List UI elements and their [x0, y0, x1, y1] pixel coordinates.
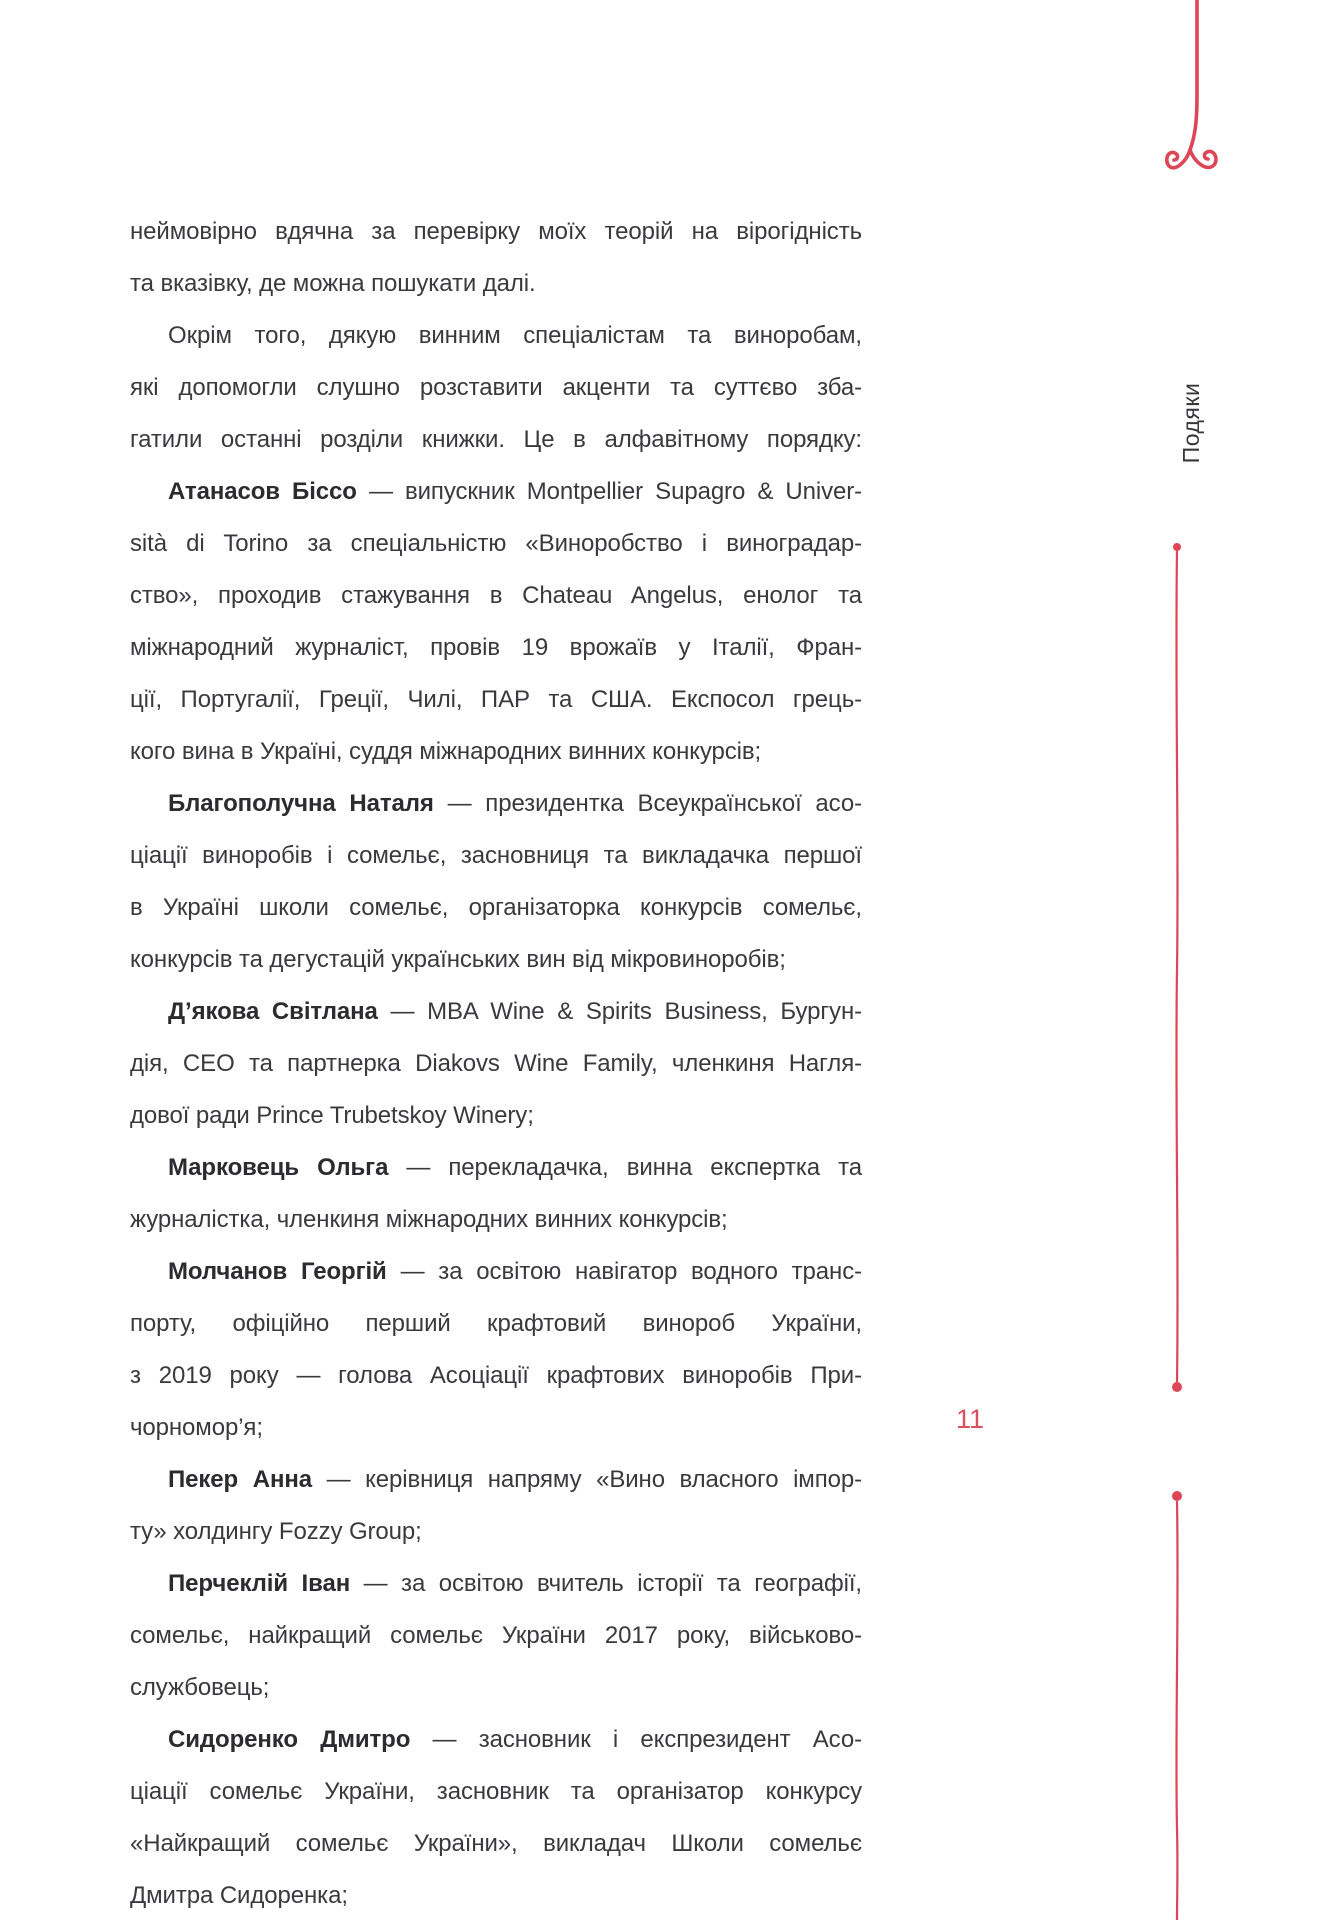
entry-name-bold: Перчеклій Іван: [168, 1570, 351, 1597]
page-number: 11: [955, 1404, 985, 1434]
text-segment: — за освітою навігатор водного транс-: [386, 1258, 862, 1285]
text-segment: ції, Португалії, Греції, Чилі, ПАР та США. Експосол грець-: [130, 686, 862, 713]
text-line: [130, 1402, 862, 1454]
text-segment: — за освітою вчитель історії та географії,: [350, 1570, 862, 1597]
text-segment: ціації виноробів і сомельє, засновниця та викладачка першої: [130, 842, 862, 869]
entry-name-bold: Марковець Ольга: [168, 1154, 389, 1181]
text-line: [130, 726, 862, 778]
text-segment: — випускник Montpellier Supagro & Univer-: [356, 478, 862, 505]
entry-name-bold: Атанасов Біссо: [168, 478, 357, 505]
text-line: [130, 1870, 862, 1920]
text-line: [130, 830, 862, 882]
text-segment: кого вина в Україні, суддя міжнародних винних конкурсів;: [130, 738, 762, 765]
text-line: [130, 1714, 862, 1766]
text-segment: в Україні школи сомельє, організаторка конкурсів сомельє,: [130, 894, 862, 921]
text-line: [130, 1610, 862, 1662]
text-line: [130, 1454, 862, 1506]
text-line: [130, 778, 862, 830]
dotted-rule-icon: [1169, 540, 1185, 1396]
entry-name-bold: Д’якова Світлана: [168, 998, 378, 1025]
text-segment: Дмитра Сидоренка;: [130, 1882, 348, 1909]
text-line: [130, 1766, 862, 1818]
entry-name-bold: Сидоренко Дмитро: [168, 1726, 411, 1753]
text-segment: ство», проходив стажування в Chateau Angelus, енолог та: [130, 582, 862, 609]
text-line: [130, 570, 862, 622]
text-segment: які допомогли слушно розставити акценти та суттєво зба-: [130, 374, 862, 401]
entry-name-bold: Молчанов Георгій: [168, 1258, 387, 1285]
text-segment: чорномор’я;: [130, 1414, 263, 1441]
text-line: [130, 1090, 862, 1142]
text-line: [130, 622, 862, 674]
text-line: [130, 1194, 862, 1246]
flourish-icon: [1162, 0, 1232, 200]
body-paragraph: [130, 1142, 862, 1246]
text-segment: дія, CEO та партнерка Diakovs Wine Family, членкиня Нагля-: [130, 1050, 862, 1077]
text-segment: ту» холдингу Fozzy Group;: [130, 1518, 422, 1545]
dotted-rule-icon: [1169, 1488, 1185, 1920]
text-segment: сомельє, найкращий сомельє України 2017 року, військово-: [130, 1622, 862, 1649]
text-line: [130, 1038, 862, 1090]
text-line: [130, 414, 862, 466]
text-segment: журналістка, членкиня міжнародних винних конкурсів;: [130, 1206, 728, 1233]
text-segment: — засновник і експрезидент Асо-: [410, 1726, 862, 1753]
text-line: [130, 1246, 862, 1298]
text-line: [130, 518, 862, 570]
body-paragraph: [130, 206, 862, 310]
text-segment: — MBA Wine & Spirits Business, Бургун-: [377, 998, 862, 1025]
text-line: [130, 674, 862, 726]
chapter-sidebar-label: Подяки: [1178, 382, 1204, 464]
text-segment: міжнародний журналіст, провів 19 врожаїв у Італії, Фран-: [130, 634, 862, 661]
text-segment: — перекладачка, винна експертка та: [388, 1154, 862, 1181]
text-line: [130, 206, 862, 258]
text-segment: ціації сомельє України, засновник та організатор конкурсу: [130, 1778, 862, 1805]
text-segment: з 2019 року — голова Асоціації крафтових виноробів При-: [130, 1362, 862, 1389]
text-line: [130, 1818, 862, 1870]
text-segment: конкурсів та дегустацій українських вин від мікровиноробів;: [130, 946, 786, 973]
text-segment: — президентка Всеукраїнської асо-: [433, 790, 862, 817]
text-line: [130, 1350, 862, 1402]
text-line: [130, 362, 862, 414]
entry-name-bold: Пекер Анна: [168, 1466, 312, 1493]
body-paragraph: [130, 466, 862, 778]
text-segment: службовець;: [130, 1674, 270, 1701]
body-paragraph: [130, 986, 862, 1142]
text-line: [130, 1142, 862, 1194]
text-line: [130, 1298, 862, 1350]
text-segment: дової ради Prince Trubetskoy Winery;: [130, 1102, 534, 1129]
text-line: [130, 310, 862, 362]
body-paragraph: [130, 1714, 862, 1920]
text-segment: Окрім того, дякую винним спеціалістам та виноробам,: [168, 322, 862, 349]
text-segment: гатили останні розділи книжки. Це в алфавітному порядку:: [130, 426, 862, 453]
entry-name-bold: Благополучна Наталя: [168, 790, 434, 817]
text-segment: та вказівку, де можна пошукати далі.: [130, 270, 536, 297]
text-segment: «Найкращий сомельє України», викладач Школи сомельє: [130, 1830, 862, 1857]
text-line: [130, 986, 862, 1038]
text-segment: sità di Torino за спеціальністю «Виноробство і виноградар-: [130, 530, 862, 557]
body-paragraph: [130, 1454, 862, 1558]
text-line: [130, 466, 862, 518]
body-paragraph: [130, 1558, 862, 1714]
text-line: [130, 1558, 862, 1610]
body-text: [130, 206, 862, 1920]
text-line: [130, 258, 862, 310]
text-line: [130, 934, 862, 986]
body-paragraph: [130, 1246, 862, 1454]
text-line: [130, 882, 862, 934]
text-line: [130, 1506, 862, 1558]
text-segment: неймовірно вдячна за перевірку моїх теорій на вірогідність: [130, 218, 862, 245]
text-line: [130, 1662, 862, 1714]
body-paragraph: [130, 310, 862, 466]
text-segment: порту, офіційно перший крафтовий винороб України,: [130, 1310, 862, 1337]
body-paragraph: [130, 778, 862, 986]
text-segment: — керівниця напряму «Вино власного імпор-: [312, 1466, 862, 1493]
